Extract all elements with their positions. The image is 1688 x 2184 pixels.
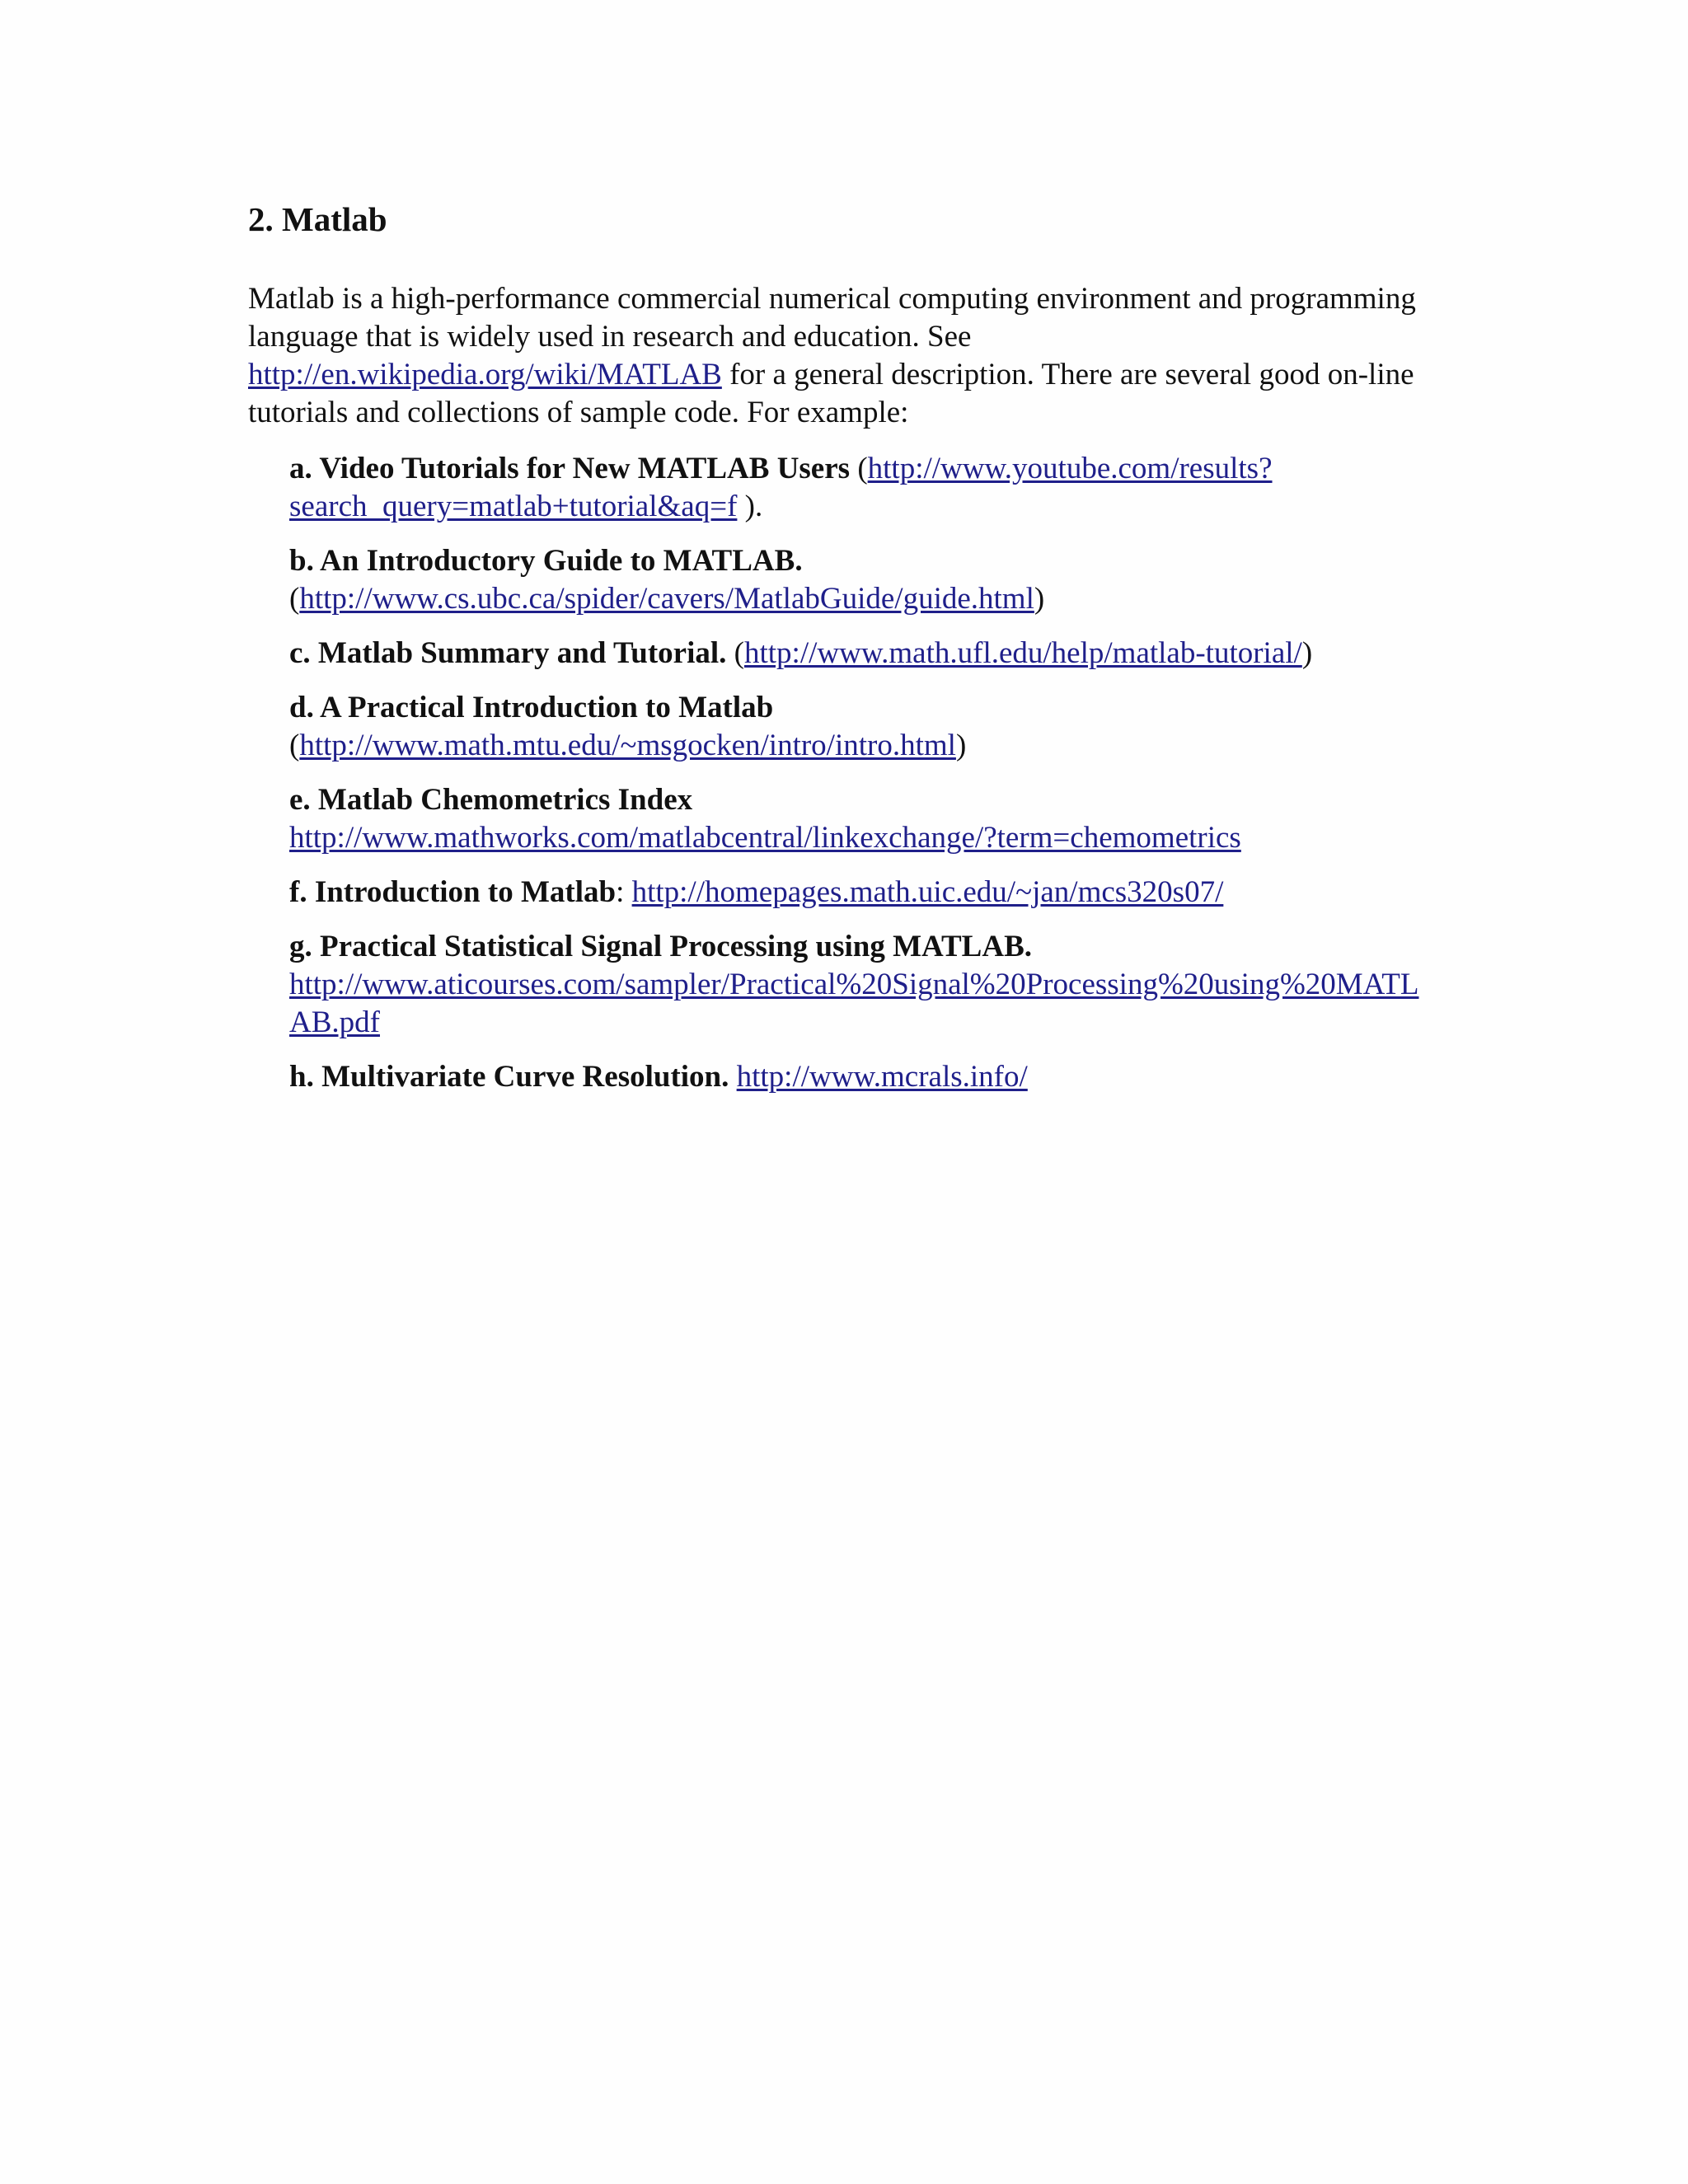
- item-c-open: (: [726, 636, 744, 670]
- section-heading: 2. Matlab: [248, 200, 387, 238]
- list-item: [289, 928, 1427, 1042]
- item-b-close: ): [1034, 582, 1045, 616]
- item-a-open: (: [850, 452, 868, 485]
- list-item: [289, 1058, 1427, 1096]
- item-b-link[interactable]: http://www.cs.ubc.ca/spider/cavers/MatlabGuide/guide.html: [299, 582, 1034, 616]
- item-f-title: f. Introduction to Matlab: [289, 875, 617, 909]
- item-e-title: e. Matlab Chemometrics Index: [289, 783, 693, 817]
- item-d-title: d. A Practical Introduction to Matlab: [289, 691, 774, 724]
- item-f-link[interactable]: http://homepages.math.uic.edu/~jan/mcs320s07/: [631, 875, 1224, 909]
- item-a-title: a. Video Tutorials for New MATLAB Users: [289, 452, 851, 485]
- item-c-link[interactable]: http://www.math.ufl.edu/help/matlab-tutorial/: [743, 636, 1302, 670]
- item-f-open: :: [616, 875, 632, 909]
- item-h-link[interactable]: http://www.mcrals.info/: [736, 1060, 1028, 1094]
- item-h-open: [729, 1060, 736, 1094]
- list-item: [289, 874, 1427, 912]
- item-g-title: g. Practical Statistical Signal Processing using MATLAB.: [289, 930, 1033, 963]
- list-item: [289, 635, 1427, 673]
- item-g-link[interactable]: http://www.aticourses.com/sampler/Practical%20Signal%20Processing%20using%20MATLAB.pdf: [289, 968, 1419, 1039]
- list-item: [289, 781, 1427, 857]
- item-b-title: b. An Introductory Guide to MATLAB.: [289, 544, 803, 578]
- wikipedia-link[interactable]: http://en.wikipedia.org/wiki/MATLAB: [248, 358, 722, 391]
- item-h-title: h. Multivariate Curve Resolution.: [289, 1060, 729, 1094]
- intro-text-before: Matlab is a high-performance commercial numerical computing environment and programming language that is widely used in research and education. See: [248, 282, 1416, 354]
- item-d-open: (: [289, 729, 300, 762]
- item-c-close: ): [1301, 636, 1313, 670]
- item-e-link[interactable]: http://www.mathworks.com/matlabcentral/linkexchange/?term=chemometrics: [289, 821, 1241, 855]
- item-c-title: c. Matlab Summary and Tutorial.: [289, 636, 727, 670]
- intro-paragraph: [248, 280, 1435, 432]
- item-a-link[interactable]: http://www.youtube.com/results?search_query=matlab+tutorial&aq=f: [289, 452, 1273, 523]
- tutorial-list: [289, 450, 1427, 1113]
- item-a-close: ).: [737, 490, 763, 523]
- item-d-close: ): [955, 729, 967, 762]
- item-d-link[interactable]: http://www.math.mtu.edu/~msgocken/intro/intro.html: [299, 729, 956, 762]
- list-item: [289, 689, 1427, 765]
- list-item: [289, 542, 1427, 618]
- item-b-open: (: [289, 582, 300, 616]
- list-item: [289, 450, 1427, 526]
- intro-text-after: for a general description. There are several good on-line tutorials and collections of sample code. For example:: [248, 358, 1414, 429]
